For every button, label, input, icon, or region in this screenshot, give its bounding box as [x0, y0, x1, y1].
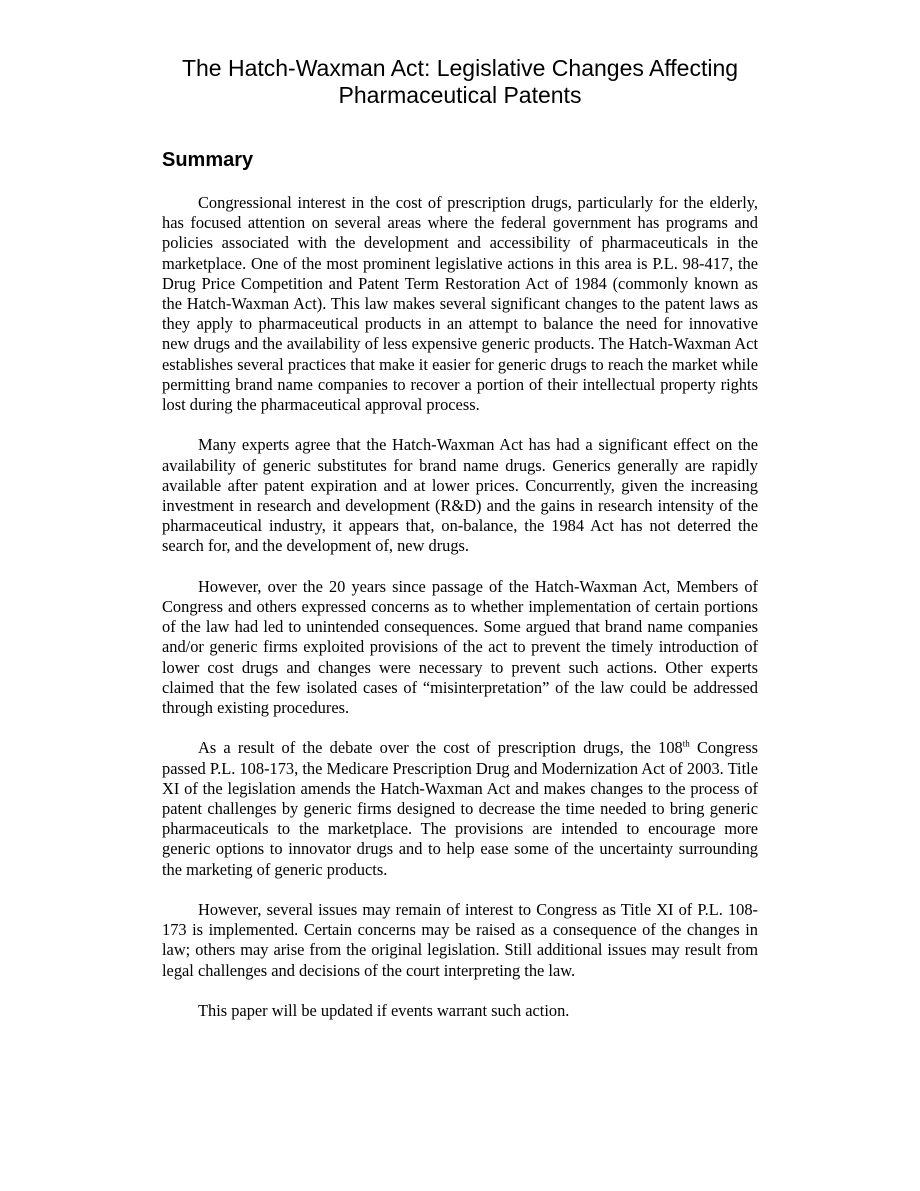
summary-paragraph-1: Congressional interest in the cost of prescription drugs, particularly for the elderly, has focused attention on several areas where the federal government has programs and policies associated with the development and accessibility of pharmaceuticals in the marketplace. One of the most prominent legislative actions in this area is P.L. 98-417, the Drug Price Competition and Patent Term Restoration Act of 1984 (commonly known as the Hatch-Waxman Act). This law makes several significant changes to the patent laws as they apply to pharmaceutical products in an attempt to balance the need for innovative new drugs and the availability of less expensive generic products. The Hatch-Waxman Act establishes several practices that make it easier for generic drugs to reach the market while permitting brand name companies to recover a portion of their intellectual property rights lost during the pharmaceutical approval process.	[162, 193, 758, 415]
summary-paragraph-2: Many experts agree that the Hatch-Waxman Act has had a significant effect on the availability of generic substitutes for brand name drugs. Generics generally are rapidly available after patent expiration and at lower prices. Concurrently, given the increasing investment in research and development (R&D) and the gains in research intensity of the pharmaceutical industry, it appears that, on-balance, the 1984 Act has not deterred the search for, and the development of, new drugs.	[162, 435, 758, 556]
ordinal-superscript: th	[682, 738, 690, 749]
summary-paragraph-4	[162, 738, 758, 879]
paragraph-4-text-start: As a result of the debate over the cost of prescription drugs, the 108	[198, 738, 683, 758]
summary-paragraph-6: This paper will be updated if events warrant such action.	[198, 1001, 570, 1021]
summary-paragraph-3: However, over the 20 years since passage of the Hatch-Waxman Act, Members of Congress and others expressed concerns as to whether implementation of certain portions of the law had led to unintended consequences. Some argued that brand name companies and/or generic firms exploited provisions of the act to prevent the timely introduction of lower cost drugs and changes were necessary to prevent such actions. Other experts claimed that the few isolated cases of “misinterpretation” of the law could be addressed through existing procedures.	[162, 576, 758, 718]
document-title: The Hatch-Waxman Act: Legislative Changes Affecting Pharmaceutical Patents	[181, 55, 739, 108]
paragraph-4-text-end: Congress passed P.L. 108-173, the Medicare Prescription Drug and Modernization Act of 2003. Title XI of the legislation amends the Hatch-Waxman Act and makes changes to the process of patent challenges by generic firms designed to decrease the time needed to bring generic pharmaceuticals to the marketplace. The provisions are intended to encourage more generic options to innovator drugs and to help ease some of the uncertainty surrounding the marketing of generic products.	[162, 738, 759, 879]
summary-body	[162, 193, 758, 1021]
section-heading-summary: Summary	[162, 149, 254, 171]
summary-paragraph-5: However, several issues may remain of interest to Congress as Title XI of P.L. 108-173 is implemented. Certain concerns may be raised as a consequence of the changes in law; others may arise from the original legislation. Still additional issues may result from legal challenges and decisions of the court interpreting the law.	[162, 900, 758, 980]
